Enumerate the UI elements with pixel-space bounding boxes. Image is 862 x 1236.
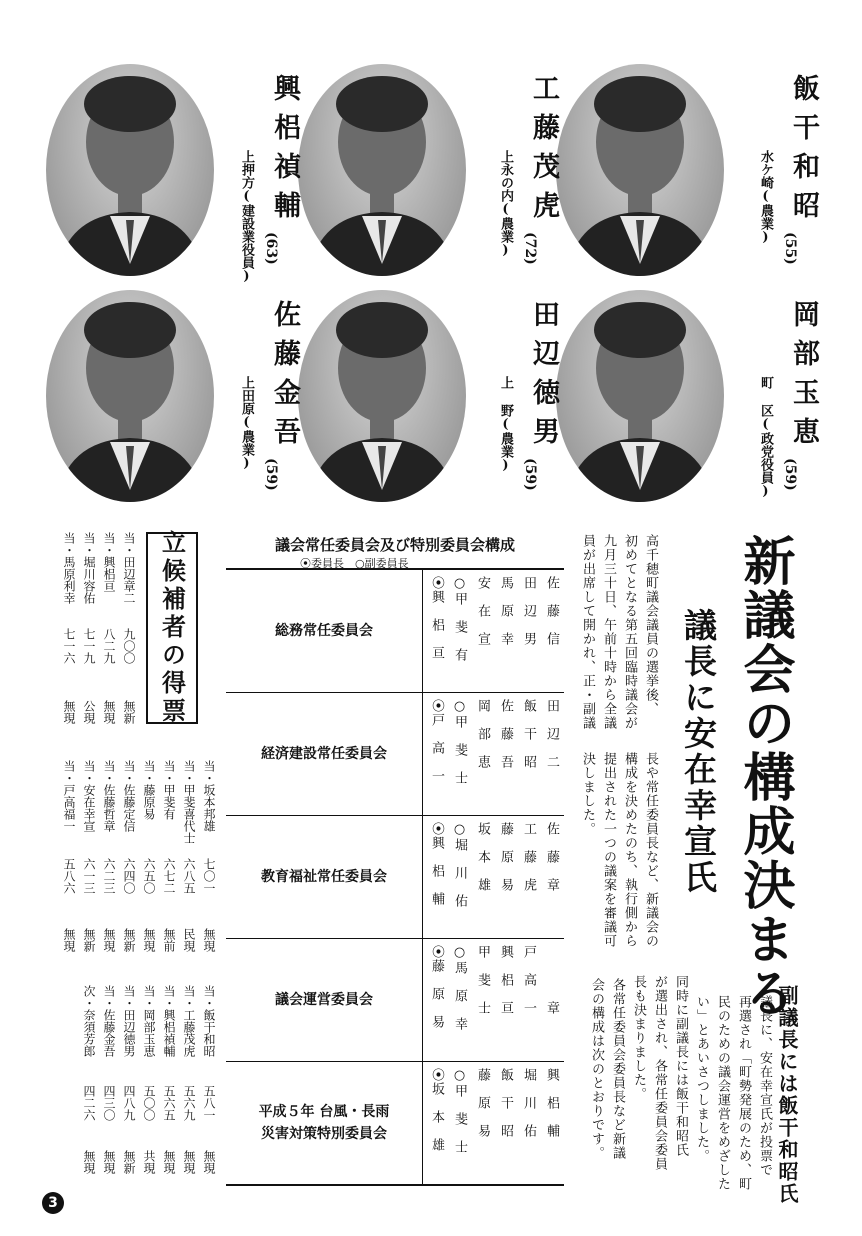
committee-member: 藤 原 易 bbox=[498, 822, 513, 892]
candidate-name: 岡部玉恵 bbox=[788, 300, 819, 456]
result-name: 当・戸高福一 bbox=[62, 760, 76, 832]
body-text-column: 同時に副議長には飯干和昭氏 bbox=[673, 975, 688, 1157]
candidate-name: 田辺徳男 bbox=[528, 300, 559, 456]
result-votes: 七〇一 bbox=[202, 858, 216, 894]
committee-member: 章 bbox=[544, 945, 559, 1015]
committee-member: ○甲 斐 士 bbox=[452, 1068, 467, 1154]
candidates-results-box bbox=[146, 532, 198, 724]
committee-member: 藤 原 易 bbox=[475, 1068, 490, 1138]
candidate-photo bbox=[298, 64, 466, 276]
result-party: 共現 bbox=[142, 1150, 156, 1174]
result-votes: 五〇〇 bbox=[142, 1085, 156, 1121]
result-votes: 八二九 bbox=[102, 628, 116, 664]
committee-member: 坂 本 雄 bbox=[475, 822, 490, 892]
candidate-photo bbox=[298, 290, 466, 502]
candidates-results-title: 立候補者の得票 bbox=[157, 530, 187, 726]
candidate-address: 上田原(農業) bbox=[239, 376, 254, 471]
committee-members bbox=[423, 939, 564, 1061]
committee-table bbox=[226, 568, 564, 1186]
committee-member: 佐 藤 信 bbox=[544, 576, 559, 646]
result-party: 無現 bbox=[102, 928, 116, 952]
result-votes: 六一三 bbox=[82, 858, 96, 894]
result-name: 当・馬原利幸 bbox=[62, 532, 76, 604]
candidate-age: (59) bbox=[782, 458, 798, 491]
body-text-column: 長も決まりました。 bbox=[631, 975, 646, 1101]
candidate-photo bbox=[556, 64, 724, 276]
result-name: 当・興梠亘 bbox=[102, 532, 116, 592]
committee-member: ⦿戸 高 一 bbox=[429, 699, 444, 783]
result-votes: 七一九 bbox=[82, 628, 96, 664]
body-text-column: 民のための議会運営をめざした bbox=[715, 995, 730, 1191]
result-party: 無新 bbox=[82, 928, 96, 952]
committee-name: 議会運営委員会 bbox=[226, 939, 423, 1061]
lead-text-column: 提出された一つの議案を審議可 bbox=[601, 752, 616, 948]
committee-members bbox=[423, 1062, 564, 1184]
committee-member: ○堀 川 佑 bbox=[452, 822, 467, 908]
result-party: 無現 bbox=[162, 1150, 176, 1174]
lead-text-column: 決しました。 bbox=[580, 752, 595, 836]
result-party: 民現 bbox=[182, 928, 196, 952]
result-votes: 五六九 bbox=[182, 1085, 196, 1121]
candidate-address: 水ケ崎(農業) bbox=[758, 150, 773, 245]
headline: 新議会の構成決まる bbox=[734, 534, 795, 1020]
committee-row bbox=[226, 939, 564, 1062]
committee-row bbox=[226, 1062, 564, 1184]
result-name: 当・田辺章二 bbox=[122, 532, 136, 604]
result-party: 無現 bbox=[202, 928, 216, 952]
result-party: 無現 bbox=[62, 928, 76, 952]
lead-text-column: 初めてとなる第五回臨時議会が bbox=[622, 534, 637, 730]
committee-row bbox=[226, 570, 564, 693]
lead-text-column: 九月三十日、午前十時から全議 bbox=[601, 534, 616, 730]
candidate-name: 興梠禎輔 bbox=[269, 74, 300, 230]
result-name: 当・佐藤金吾 bbox=[102, 985, 116, 1057]
committee-name: 総務常任委員会 bbox=[226, 570, 423, 692]
committee-member: 飯 干 昭 bbox=[521, 699, 536, 769]
result-name: 当・坂本邦雄 bbox=[202, 760, 216, 832]
committee-member: 田 辺 二 bbox=[544, 699, 559, 769]
result-name: 当・飯干和昭 bbox=[202, 985, 216, 1057]
result-party: 無前 bbox=[162, 928, 176, 952]
result-name: 当・甲斐有 bbox=[162, 760, 176, 820]
result-votes: 六五〇 bbox=[142, 858, 156, 894]
result-name: 次・奈須芳郎 bbox=[82, 985, 96, 1057]
result-name: 当・佐藤哲章 bbox=[102, 760, 116, 832]
committee-members bbox=[423, 693, 564, 815]
committee-member: 佐 藤 吾 bbox=[498, 699, 513, 769]
body-text-column: 議長に、安在幸宣氏が投票で bbox=[757, 995, 772, 1177]
committee-member: ○甲 斐 有 bbox=[452, 576, 467, 662]
committee-member: 甲 斐 士 bbox=[475, 945, 490, 1015]
body-text-column: 再選され「町勢発展のため、町 bbox=[736, 995, 751, 1191]
committee-member: 馬 原 幸 bbox=[498, 576, 513, 646]
result-name: 当・藤原易 bbox=[142, 760, 156, 820]
result-votes: 四八九 bbox=[122, 1085, 136, 1121]
candidate-age: (63) bbox=[263, 232, 279, 265]
result-party: 無現 bbox=[182, 1150, 196, 1174]
subhead-vice-chair: 副議長には飯干和昭氏 bbox=[775, 985, 799, 1205]
result-name: 当・甲斐喜代士 bbox=[182, 760, 196, 844]
lead-text-column: 構成を決めたのち、執行側から bbox=[622, 752, 637, 948]
result-name: 当・岡部玉恵 bbox=[142, 985, 156, 1057]
candidate-address: 上永の内(農業) bbox=[498, 150, 513, 258]
candidate-age: (72) bbox=[522, 232, 538, 265]
committee-member: 興 梠 亘 bbox=[498, 945, 513, 1015]
result-votes: 四二六 bbox=[82, 1085, 96, 1121]
result-votes: 四三〇 bbox=[102, 1085, 116, 1121]
result-votes: 六七二 bbox=[162, 858, 176, 894]
result-party: 無現 bbox=[102, 700, 116, 724]
lead-text-column: 高千穂町議会議員の選挙後、 bbox=[643, 534, 658, 716]
committee-member: 田 辺 男 bbox=[521, 576, 536, 646]
lead-text-column: 員が出席して開かれ、正・副議 bbox=[580, 534, 595, 730]
subhead: 議長に安在幸宣氏 bbox=[679, 608, 718, 896]
result-votes: 六八五 bbox=[182, 858, 196, 894]
candidate-photo bbox=[46, 290, 214, 502]
result-name: 当・安在幸宣 bbox=[82, 760, 96, 832]
result-party: 無新 bbox=[122, 1150, 136, 1174]
committee-row bbox=[226, 693, 564, 816]
candidate-address: 上押方(建設業役員) bbox=[239, 150, 254, 284]
committee-legend: ⦿委員長 ○副委員長 bbox=[300, 557, 409, 570]
committee-member: 堀 川 佑 bbox=[521, 1068, 536, 1138]
committee-member: 飯 干 昭 bbox=[498, 1068, 513, 1138]
committee-member: ○甲 斐 士 bbox=[452, 699, 467, 785]
result-party: 無新 bbox=[122, 928, 136, 952]
result-name: 当・田辺徳男 bbox=[122, 985, 136, 1057]
result-votes: 六二三 bbox=[102, 858, 116, 894]
committee-name: 平成５年 台風・長雨 災害対策特別委員会 bbox=[226, 1062, 423, 1184]
result-party: 無現 bbox=[102, 1150, 116, 1174]
result-votes: 五八六 bbox=[62, 858, 76, 894]
body-text-column: い」とあいさつしました。 bbox=[694, 995, 709, 1163]
result-name: 当・興梠禎輔 bbox=[162, 985, 176, 1057]
committee-member: ⦿坂 本 雄 bbox=[429, 1068, 444, 1152]
committee-member: ⦿興 梠 亘 bbox=[429, 576, 444, 660]
result-party: 無現 bbox=[62, 700, 76, 724]
committee-member: ⦿興 梠 輔 bbox=[429, 822, 444, 906]
committee-member: 戸 高 一 bbox=[521, 945, 536, 1015]
result-votes: 七一六 bbox=[62, 628, 76, 664]
candidate-address: 上 野(農業) bbox=[498, 376, 513, 473]
result-name: 当・堀川容佑 bbox=[82, 532, 96, 604]
result-name: 当・佐藤定信 bbox=[122, 760, 136, 832]
candidate-name: 佐藤金吾 bbox=[269, 300, 300, 456]
committee-member: ○馬 原 幸 bbox=[452, 945, 467, 1031]
committee-member: 工 藤 虎 bbox=[521, 822, 536, 892]
committee-members bbox=[423, 570, 564, 692]
candidate-photo bbox=[46, 64, 214, 276]
result-votes: 九〇〇 bbox=[122, 628, 136, 664]
result-party: 無現 bbox=[82, 1150, 96, 1174]
result-votes: 五八一 bbox=[202, 1085, 216, 1121]
candidate-name: 工藤茂虎 bbox=[528, 74, 559, 230]
committee-table-title: 議会常任委員会及び特別委員会構成 bbox=[274, 536, 515, 554]
committee-member: 興 梠 輔 bbox=[544, 1068, 559, 1138]
candidate-age: (59) bbox=[263, 458, 279, 491]
body-text-column: が選出され、各常任委員会委員 bbox=[652, 975, 667, 1171]
committee-name: 経済建設常任委員会 bbox=[226, 693, 423, 815]
committee-member: ⦿藤 原 易 bbox=[429, 945, 444, 1029]
committee-members bbox=[423, 816, 564, 938]
committee-row bbox=[226, 816, 564, 939]
result-votes: 五六五 bbox=[162, 1085, 176, 1121]
result-party: 無新 bbox=[122, 700, 136, 724]
result-party: 無現 bbox=[142, 928, 156, 952]
candidate-name: 飯干和昭 bbox=[788, 74, 819, 230]
candidate-address: 町 区(政党役員) bbox=[758, 376, 773, 499]
result-party: 公現 bbox=[82, 700, 96, 724]
body-text-column: 会の構成は次のとおりです。 bbox=[589, 978, 604, 1160]
candidate-age: (59) bbox=[522, 458, 538, 491]
page-number: 3 bbox=[42, 1192, 64, 1214]
committee-member: 岡 部 恵 bbox=[475, 699, 490, 769]
committee-name: 教育福祉常任委員会 bbox=[226, 816, 423, 938]
result-party: 無現 bbox=[202, 1150, 216, 1174]
body-text-column: 各常任委員会委員長など新議 bbox=[610, 978, 625, 1160]
result-votes: 六四〇 bbox=[122, 858, 136, 894]
committee-member: 安 在 宣 bbox=[475, 576, 490, 646]
candidate-photo bbox=[556, 290, 724, 502]
committee-member: 佐 藤 章 bbox=[544, 822, 559, 892]
result-name: 当・工藤茂虎 bbox=[182, 985, 196, 1057]
candidate-age: (55) bbox=[782, 232, 798, 265]
lead-text-column: 長や常任委員長など、新議会の bbox=[643, 752, 658, 948]
